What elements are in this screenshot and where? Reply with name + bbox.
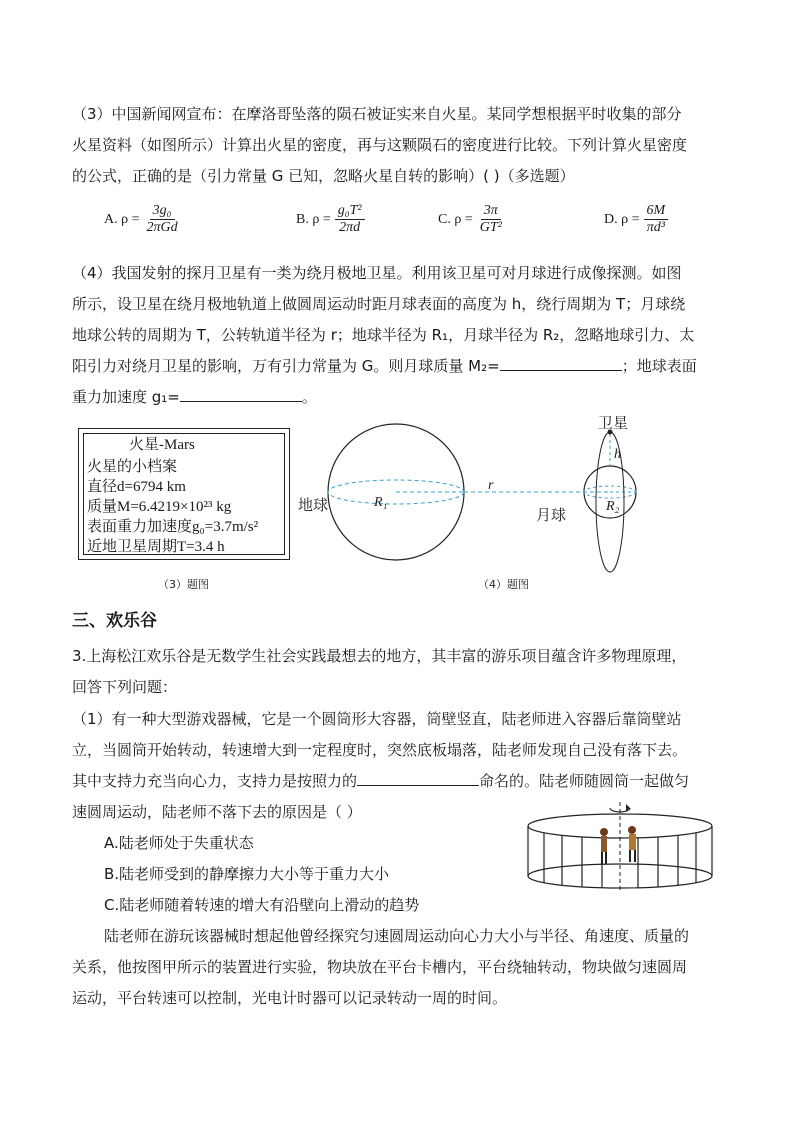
option-a-text: A.陆老师处于失重状态 xyxy=(104,834,254,852)
mars-card-line: 火星的小档案 xyxy=(87,459,178,475)
p2-line2: 关系，他按图甲所示的装置进行实验，物块放在平台卡槽内，平台绕轴转动，物块做匀速圆周 xyxy=(72,958,688,976)
mars-info-card xyxy=(78,428,290,560)
answer-blank-force[interactable] xyxy=(357,771,479,786)
q4-line2: 所示，设卫星在绕月极地轨道上做圆周运动时距月球表面的高度为 h，绕行周期为 T；月球绕 xyxy=(72,295,686,313)
q4-line3: 地球公转的周期为 T，公转轨道半径为 r；地球半径为 R₁，月球半径为 R₂，忽略地球引力、太 xyxy=(72,326,695,344)
p1-line3: 其中支持力充当向心力，支持力是按照力的 命名的。陆老师随圆筒一起做匀 xyxy=(72,772,690,790)
mars-card-line: 近地卫星周期T=3.4 h xyxy=(87,539,225,555)
answer-blank-m2[interactable] xyxy=(500,356,622,371)
q3-line2: 火星资料（如图所示）计算出火星的密度，再与这颗陨石的密度进行比较。下列计算火星密度 xyxy=(72,136,688,154)
earth-moon-diagram xyxy=(290,410,670,580)
p1-line2: 立，当圆筒开始转动，转速增大到一定程度时，突然底板塌落，陆老师发现自己没有落下去。 xyxy=(72,741,688,759)
q4-line4: 阳引力对绕月卫星的影响，万有引力常量为 G。则月球质量 M₂= ；地球表面 xyxy=(72,357,697,375)
option-c-text: C.陆老师随着转速的增大有沿壁向上滑动的趋势 xyxy=(104,896,420,914)
q-main-line2: 回答下列问题： xyxy=(72,678,178,696)
option-b: B. ρ = $\frac{\text{g₀T²}}{2\pi d}$ xyxy=(296,203,365,236)
mars-card-line: 质量M=6.4219×10²³ kg xyxy=(87,499,232,515)
label-satellite: 卫星 xyxy=(598,416,629,432)
option-d: D. ρ = $\frac{6M}{\text{πd³}}$ xyxy=(604,203,668,236)
caption-fig4: （4）题图 xyxy=(478,578,529,591)
person-figure-left xyxy=(600,828,608,864)
person-figure-right xyxy=(628,826,636,862)
label-r2: R₂ xyxy=(606,499,620,514)
mars-card-title: 火星-Mars xyxy=(129,437,195,453)
label-r: r xyxy=(488,478,494,493)
q4-line5: 重力加速度 g₁= 。 xyxy=(72,388,317,406)
p2-line1: 陆老师在游玩该器械时想起他曾经探究匀速圆周运动向心力大小与半径、角速度、质量的 xyxy=(104,927,690,945)
mars-card-line: 直径d=6794 km xyxy=(87,479,186,495)
q3-line3: 的公式，正确的是（引力常量 G 已知，忽略火星自转的影响）( )（多选题） xyxy=(72,167,575,185)
label-moon: 月球 xyxy=(536,508,567,524)
option-b-text: B.陆老师受到的静摩擦力大小等于重力大小 xyxy=(104,865,390,883)
label-r1: R₁ xyxy=(374,495,388,510)
p1-line4: 速圆周运动，陆老师不落下去的原因是（ ） xyxy=(72,803,362,821)
p1-line1: （1）有一种大型游戏器械，它是一个圆筒形大容器，筒壁竖直，陆老师进入容器后靠筒壁站 xyxy=(72,710,682,728)
caption-fig3: （3）题图 xyxy=(158,578,209,591)
label-earth: 地球 xyxy=(298,498,329,514)
option-a: A. ρ = $\frac{\text{3g₀}}{\text{2πGd}}$ xyxy=(104,203,178,235)
q3-line1: （3）中国新闻网宣布：在摩洛哥坠落的陨石被证实来自火星。某同学想根据平时收集的部分 xyxy=(72,105,682,123)
q4-line1: （4）我国发射的探月卫星有一类为绕月极地卫星。利用该卫星可对月球进行成像探测。如图 xyxy=(72,264,682,282)
answer-blank-g1[interactable] xyxy=(180,387,302,402)
option-c: C. ρ = $\frac{3\pi}{\text{GT²}}$ xyxy=(438,203,502,235)
rotor-cylinder-diagram xyxy=(520,798,720,898)
q-main-line1: 3.上海松江欢乐谷是无数学生社会实践最想去的地方，其丰富的游乐项目蕴含许多物理原理， xyxy=(72,647,687,665)
rotor-bars xyxy=(528,826,712,888)
mars-card-line: 表面重力加速度g₀=3.7m/s² xyxy=(87,519,259,535)
label-h: h xyxy=(614,447,621,462)
p2-line3: 运动，平台转速可以控制，光电计时器可以记录转动一周的时间。 xyxy=(72,989,508,1007)
section-title: 三、欢乐谷 xyxy=(72,611,157,631)
